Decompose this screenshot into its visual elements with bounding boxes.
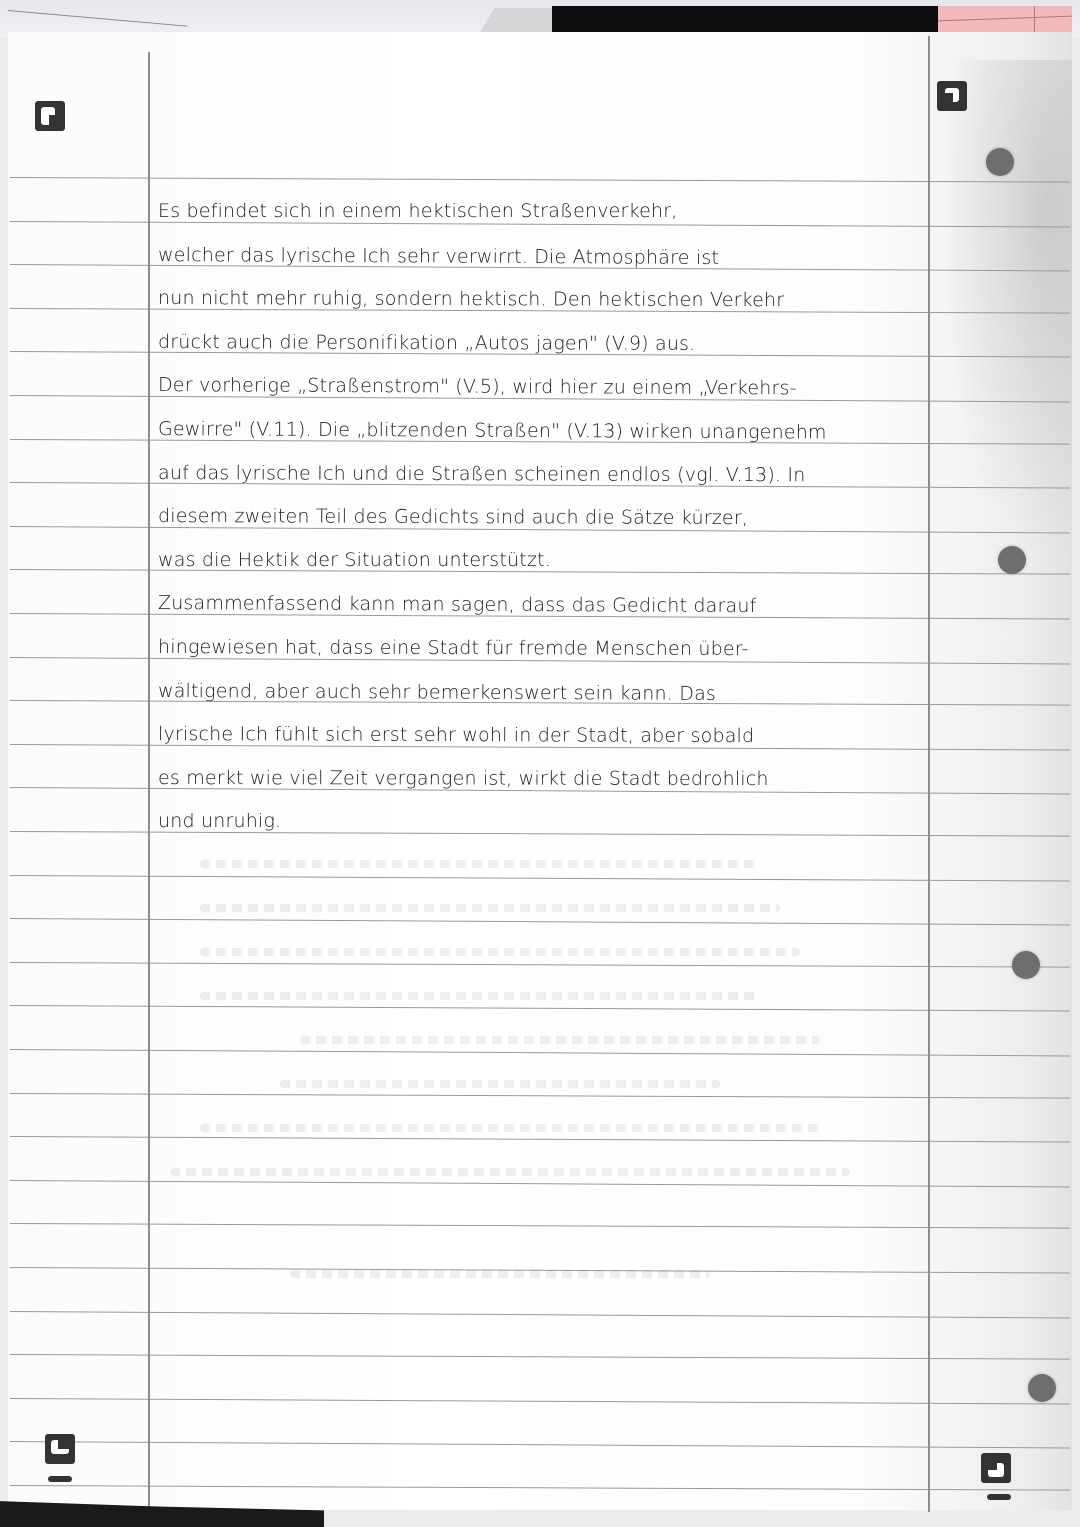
punch-hole [998,546,1026,574]
background-dark-object [552,6,938,32]
handwritten-line: auf das lyrische Ich und die Straßen scheinen endlos (vgl. V.13). In [157,461,806,486]
handwritten-line: was die Hektik der Situation unterstützt. [158,548,551,571]
handwritten-line: diesem zweiten Teil des Gedichts sind auch die Sätze kürzer, [157,505,749,530]
right-margin-line [928,36,930,1512]
corner-marker-icon [45,1434,75,1464]
handwritten-line: Der vorherige „Straßenstrom" (V.5), wird hier zu einem „Verkehrs- [157,374,797,400]
handwritten-line: nun nicht mehr ruhig, sondern hektisch. Den hektischen Verkehr [157,287,785,312]
bleed-through-text [200,1124,820,1132]
handwritten-line: und unruhig. [158,810,282,833]
corner-marker-bar [48,1476,72,1482]
handwritten-line: wältigend, aber auch sehr bemerkenswert sein kann. Das [157,679,717,705]
left-margin-line [148,52,150,1512]
background-pink-paper [938,6,1072,32]
bleed-through-text [200,860,760,868]
bleed-through-text [200,992,760,1000]
handwritten-line: welcher das lyrische Ich sehr verwirrt. Die Atmosphäre ist [157,243,720,269]
handwritten-line: drückt auch die Personifikation „Autos jagen" (V.9) aus. [157,330,696,355]
corner-marker-icon [35,101,65,131]
handwritten-line: Zusammenfassend kann man sagen, dass das Gedicht darauf [157,592,757,618]
handwritten-line: Gewirre" (V.11). Die „blitzenden Straßen" (V.13) wirken unangenehm [157,417,827,444]
punch-hole [1012,951,1040,979]
bleed-through-text [300,1036,820,1044]
bleed-through-text [170,1168,850,1176]
corner-marker-bar [987,1494,1011,1500]
handwritten-line: lyrische Ich fühlt sich erst sehr wohl in der Stadt, aber sobald [157,723,755,748]
punch-hole [1028,1374,1056,1402]
bleed-through-text [200,948,800,956]
corner-marker-icon [981,1453,1011,1483]
bleed-through-text [290,1270,710,1278]
handwritten-essay [158,190,928,844]
corner-marker-icon [937,81,967,111]
handwritten-line: es merkt wie viel Zeit vergangen ist, wirkt die Stadt bedrohlich [157,766,769,790]
bleed-through-text [200,904,780,912]
bleed-through-text [280,1080,720,1088]
punch-hole [986,148,1014,176]
background-line [8,10,187,27]
page-shadow [940,60,1072,560]
handwritten-line: Es befindet sich in einem hektischen Straßenverkehr, [158,200,678,222]
handwritten-line: hingewiesen hat, dass eine Stadt für fremde Menschen über- [157,635,749,660]
